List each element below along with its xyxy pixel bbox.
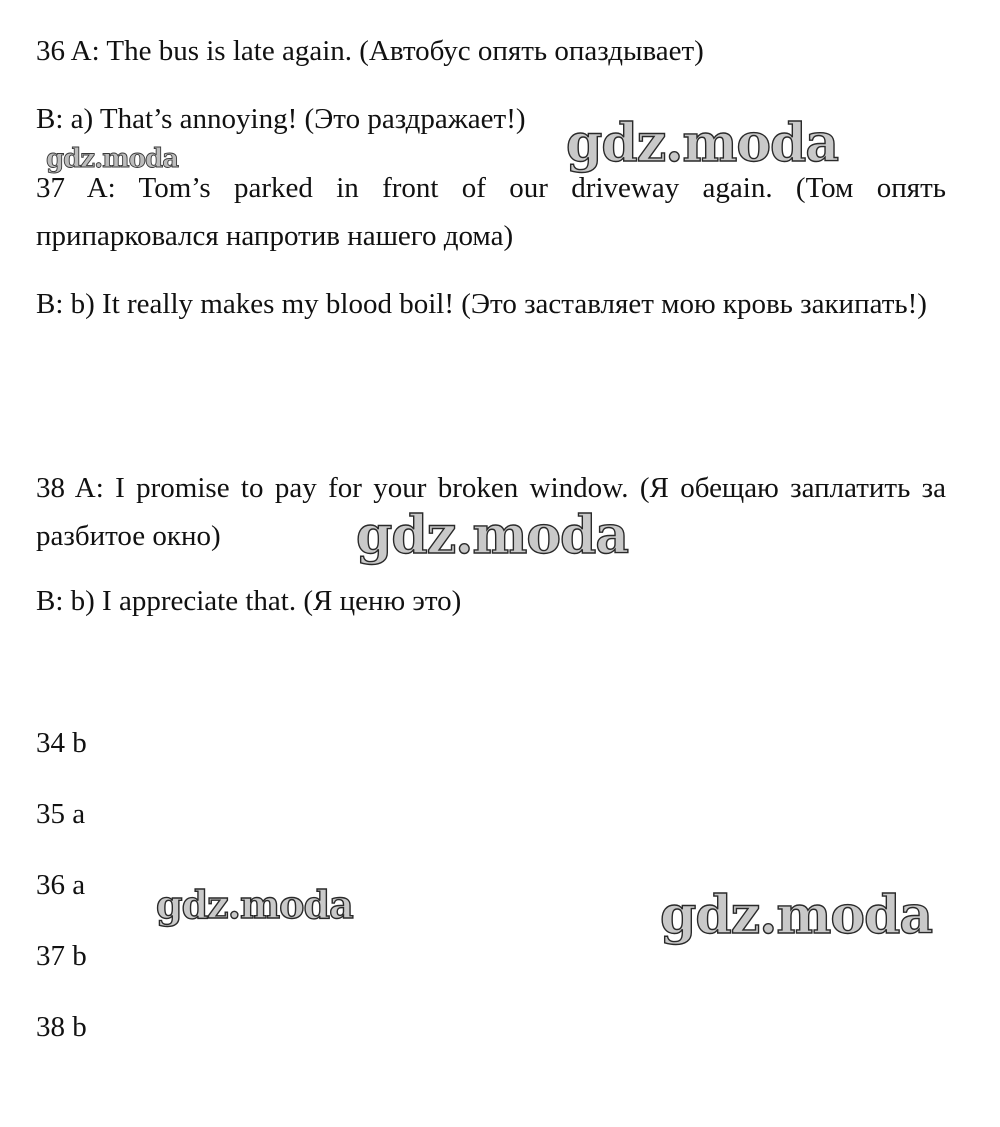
watermark: gdz.moda [660,885,933,946]
dialogue-38-b: B: b) I appreciate that. (Я ценю это) [36,585,462,617]
answer-37: 37 b [36,940,87,972]
dialogue-37-b: B: b) It really makes my blood boil! (Это заставляет мою кровь закипать!) [36,288,927,320]
answer-34: 34 b [36,727,87,759]
watermark: gdz.moda [46,144,179,174]
dialogue-36-b: B: a) That’s annoying! (Это раздражает!) [36,103,526,135]
watermark: gdz.moda [156,882,353,927]
dialogue-37-a: 37 A: Tom’s parked in front of our driveway again. (Том опять припарковался напротив нашего дома) [36,172,946,252]
watermark: gdz.moda [356,505,629,566]
answer-36: 36 a [36,869,86,901]
answer-38: 38 b [36,1011,87,1043]
dialogue-38-a: 38 A: I promise to pay for your broken window. (Я обещаю заплатить за разбитое окно) [36,472,946,552]
watermark: gdz.moda [566,113,839,174]
answer-35: 35 a [36,798,86,830]
dialogue-36-a: 36 A: The bus is late again. (Автобус опять опаздывает) [36,35,704,67]
